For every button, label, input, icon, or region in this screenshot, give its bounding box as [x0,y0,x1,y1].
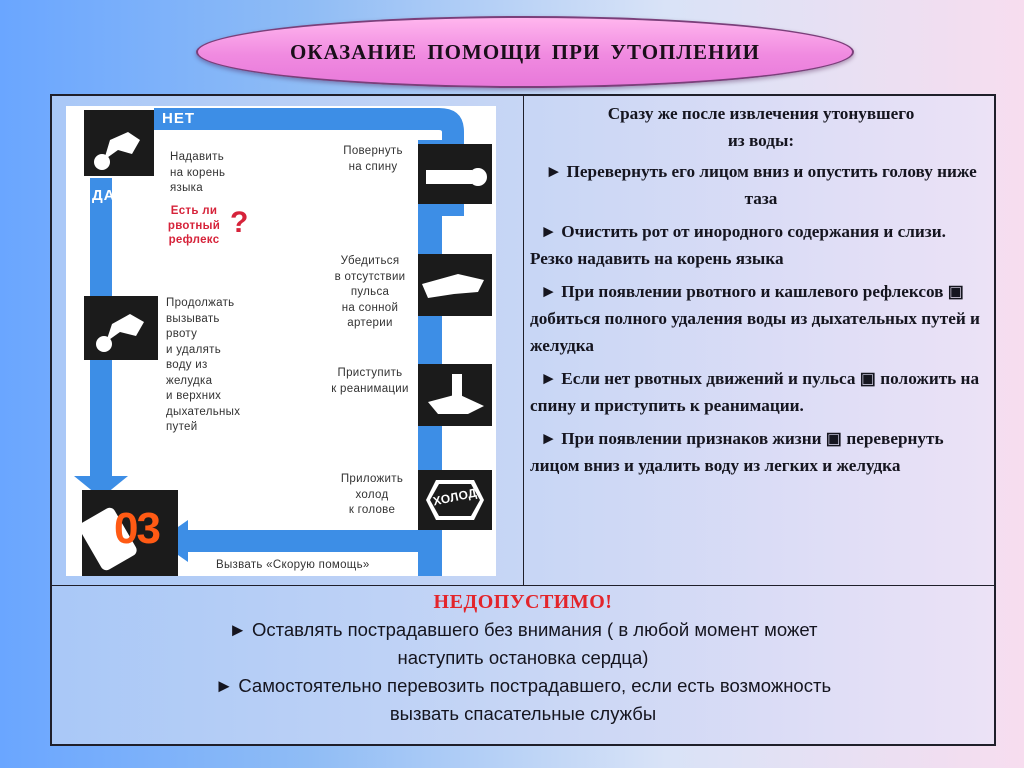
step-check-pulse: Убедиться в отсутствии пульса на сонной артерии [334,255,406,329]
resuscitation-icon [418,364,492,426]
no-label: НЕТ [162,110,195,127]
press-tongue-icon [84,110,154,176]
instruction-item: ► Очистить рот от инородного содержания и слизи. Резко надавить на корень языка [530,222,946,268]
prohibited-line: наступить остановка сердца) [397,647,649,668]
instructions-column [530,98,992,485]
prohibited-line: вызвать спасательные службы [389,703,657,724]
vomit-icon [84,296,158,360]
instruction-item: ► Перевернуть его лицом вниз и опустить голову ниже таза [545,162,977,208]
instruction-item: ► При появлении рвотного и кашлевого рефлексов ▣ добиться полного удаления воды из дыхательных путей и желудка [530,282,980,355]
cold-badge-label: ХОЛОД [431,485,479,509]
flowchart [66,106,496,576]
instruction-item: ► При появлении признаков жизни ▣ перевернуть лицом вниз и удалить воду из легких и желудка [530,429,944,475]
step-continue-vomit: Продолжать вызывать рвоту и удалять воду из желудка и верхних дыхательных путей [166,297,241,433]
step-call-ambulance: Вызвать «Скорую помощь» [216,559,370,571]
question-vomit-reflex: Есть ли рвотный рефлекс [167,205,221,246]
instructions-intro: Сразу же после извлечения утонувшего из воды: [607,104,915,150]
column-divider [523,94,524,585]
turn-on-back-icon [418,144,492,204]
yes-label: ДА [92,187,116,204]
prohibited-heading: НЕДОПУСТИМО! [433,591,613,613]
prohibited-line: ► Самостоятельно перевозить пострадавшего, если есть возможность [214,675,832,696]
prohibited-section [52,588,994,728]
question-mark: ? [230,206,249,239]
step-start-resus: Приступить к реанимации [331,367,409,395]
step-apply-cold: Приложить холод к голове [340,473,404,516]
title-banner [196,16,854,88]
cold-compress-icon [418,470,492,530]
check-pulse-icon [418,254,492,316]
row-divider [50,585,996,586]
page-title: ОКАЗАНИЕ ПОМОЩИ ПРИ УТОПЛЕНИИ [289,39,761,64]
step-press-root: Надавить на корень языка [170,151,226,194]
step-turn-back: Повернуть на спину [343,145,403,173]
arrow-top-bar [154,108,439,130]
phone-number: 03 [114,504,159,553]
instruction-item: ► Если нет рвотных движений и пульса ▣ положить на спину и приступить к реанимации. [530,369,980,415]
prohibited-line: ► Оставлять пострадавшего без внимания ( в любой момент может [228,619,818,640]
arrow-bottom-bar [184,530,442,552]
